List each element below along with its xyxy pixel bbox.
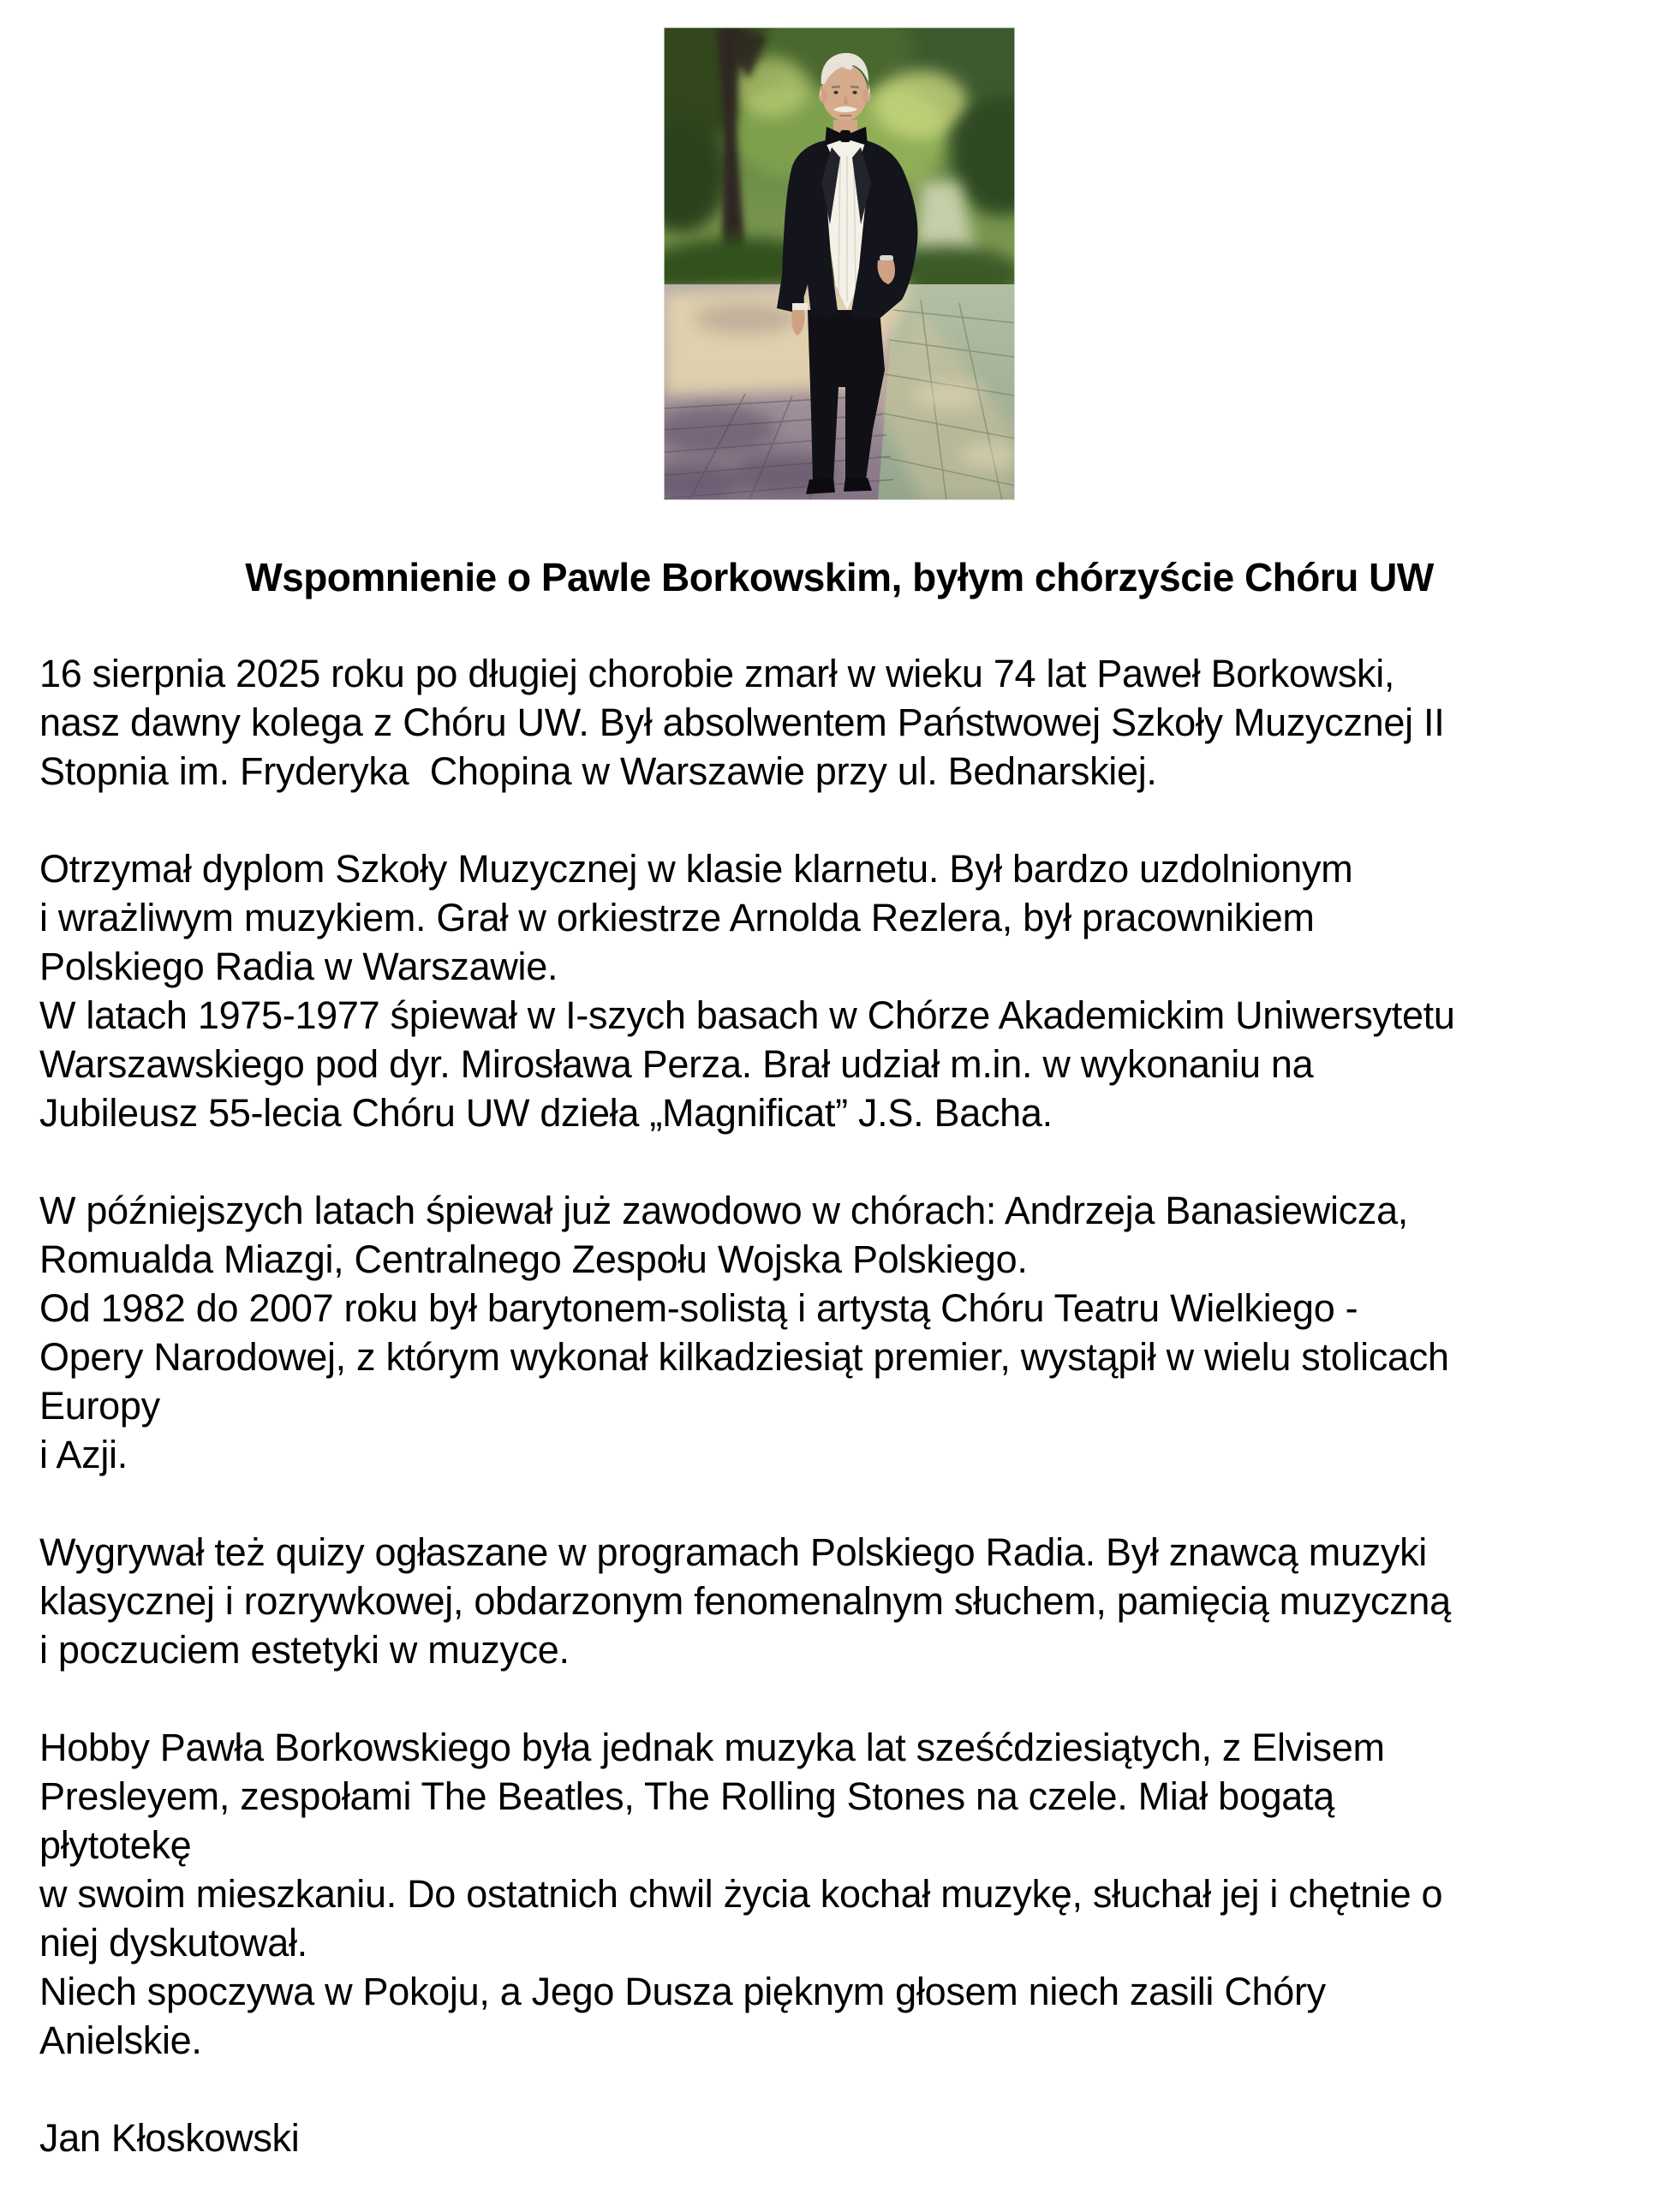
text-line: Hobby Pawła Borkowskiego była jednak muzyka lat sześćdziesiątych, z Elvisem xyxy=(39,1726,1385,1769)
signature: Jan Kłoskowski xyxy=(39,2116,300,2160)
text-line: i poczuciem estetyki w muzyce. xyxy=(39,1628,570,1672)
paragraph xyxy=(39,649,1639,796)
text-line: Romualda Miazgi, Centralnego Zespołu Wojska Polskiego. xyxy=(39,1237,1028,1281)
paragraph xyxy=(39,1186,1639,1479)
text-line: i Azji. xyxy=(39,1433,128,1476)
wristwatch xyxy=(880,255,893,261)
text-line: Jubileusz 55-lecia Chóru UW dzieła „Magnificat” J.S. Bacha. xyxy=(39,1091,1053,1135)
text-line: Od 1982 do 2007 roku był barytonem-solistą i artystą Chóru Teatru Wielkiego - xyxy=(39,1286,1358,1330)
text-line: Otrzymał dyplom Szkoły Muzycznej w klasie klarnetu. Był bardzo uzdolnionym xyxy=(39,847,1353,891)
text-line: niej dyskutował. xyxy=(39,1921,307,1965)
text-line: Polskiego Radia w Warszawie. xyxy=(39,945,558,988)
text-line: Opery Narodowej, z którym wykonał kilkadziesiąt premier, wystąpił w wielu stolicach xyxy=(39,1335,1449,1379)
text-line: W latach 1975-1977 śpiewał w I-szych basach w Chórze Akademickim Uniwersytetu xyxy=(39,993,1455,1037)
paragraph xyxy=(39,844,1639,1137)
shoe-left xyxy=(806,478,835,494)
text-line: i wrażliwym muzykiem. Grał w orkiestrze Arnolda Rezlera, był pracownikiem xyxy=(39,896,1315,939)
text-line: Presleyem, zespołami The Beatles, The Rolling Stones na czele. Miał bogatą xyxy=(39,1774,1334,1818)
text-line: Niech spoczywa w Pokoju, a Jego Dusza pięknym głosem niech zasili Chóry xyxy=(39,1970,1326,2013)
text-line: W późniejszych latach śpiewał już zawodowo w chórach: Andrzeja Banasiewicza, xyxy=(39,1189,1408,1232)
text-line: Warszawskiego pod dyr. Mirosława Perza. Brał udział m.in. w wykonaniu na xyxy=(39,1042,1314,1086)
cuff-left xyxy=(792,303,808,310)
text-line: klasycznej i rozrywkowej, obdarzonym fenomenalnym słuchem, pamięcią muzyczną xyxy=(39,1579,1451,1623)
text-line: w swoim mieszkaniu. Do ostatnich chwil życia kochał muzykę, słuchał jej i chętnie o xyxy=(39,1872,1443,1916)
portrait-photo xyxy=(664,27,1015,500)
paragraph xyxy=(39,1528,1639,1674)
text-line: Wygrywał też quizy ogłaszane w programach Polskiego Radia. Był znawcą muzyki xyxy=(39,1530,1427,1574)
text-line: nasz dawny kolega z Chóru UW. Był absolwentem Państwowej Szkoły Muzycznej II xyxy=(39,701,1445,744)
paragraph xyxy=(39,1723,1639,2065)
text-line: Anielskie. xyxy=(39,2018,202,2062)
shoe-right xyxy=(844,478,872,492)
portrait-photo-illustration xyxy=(664,27,1015,500)
text-line: płytotekę xyxy=(39,1823,192,1867)
text-line: Europy xyxy=(39,1384,160,1428)
text-line: 16 sierpnia 2025 roku po długiej chorobie zmarł w wieku 74 lat Paweł Borkowski, xyxy=(39,652,1395,695)
paragraphs xyxy=(39,649,1639,2065)
page-title: Wspomnienie o Pawle Borkowskim, byłym chórzyście Chóru UW xyxy=(245,555,1434,599)
text-line: Stopnia im. Fryderyka Chopina w Warszawie przy ul. Bednarskiej. xyxy=(39,749,1157,793)
